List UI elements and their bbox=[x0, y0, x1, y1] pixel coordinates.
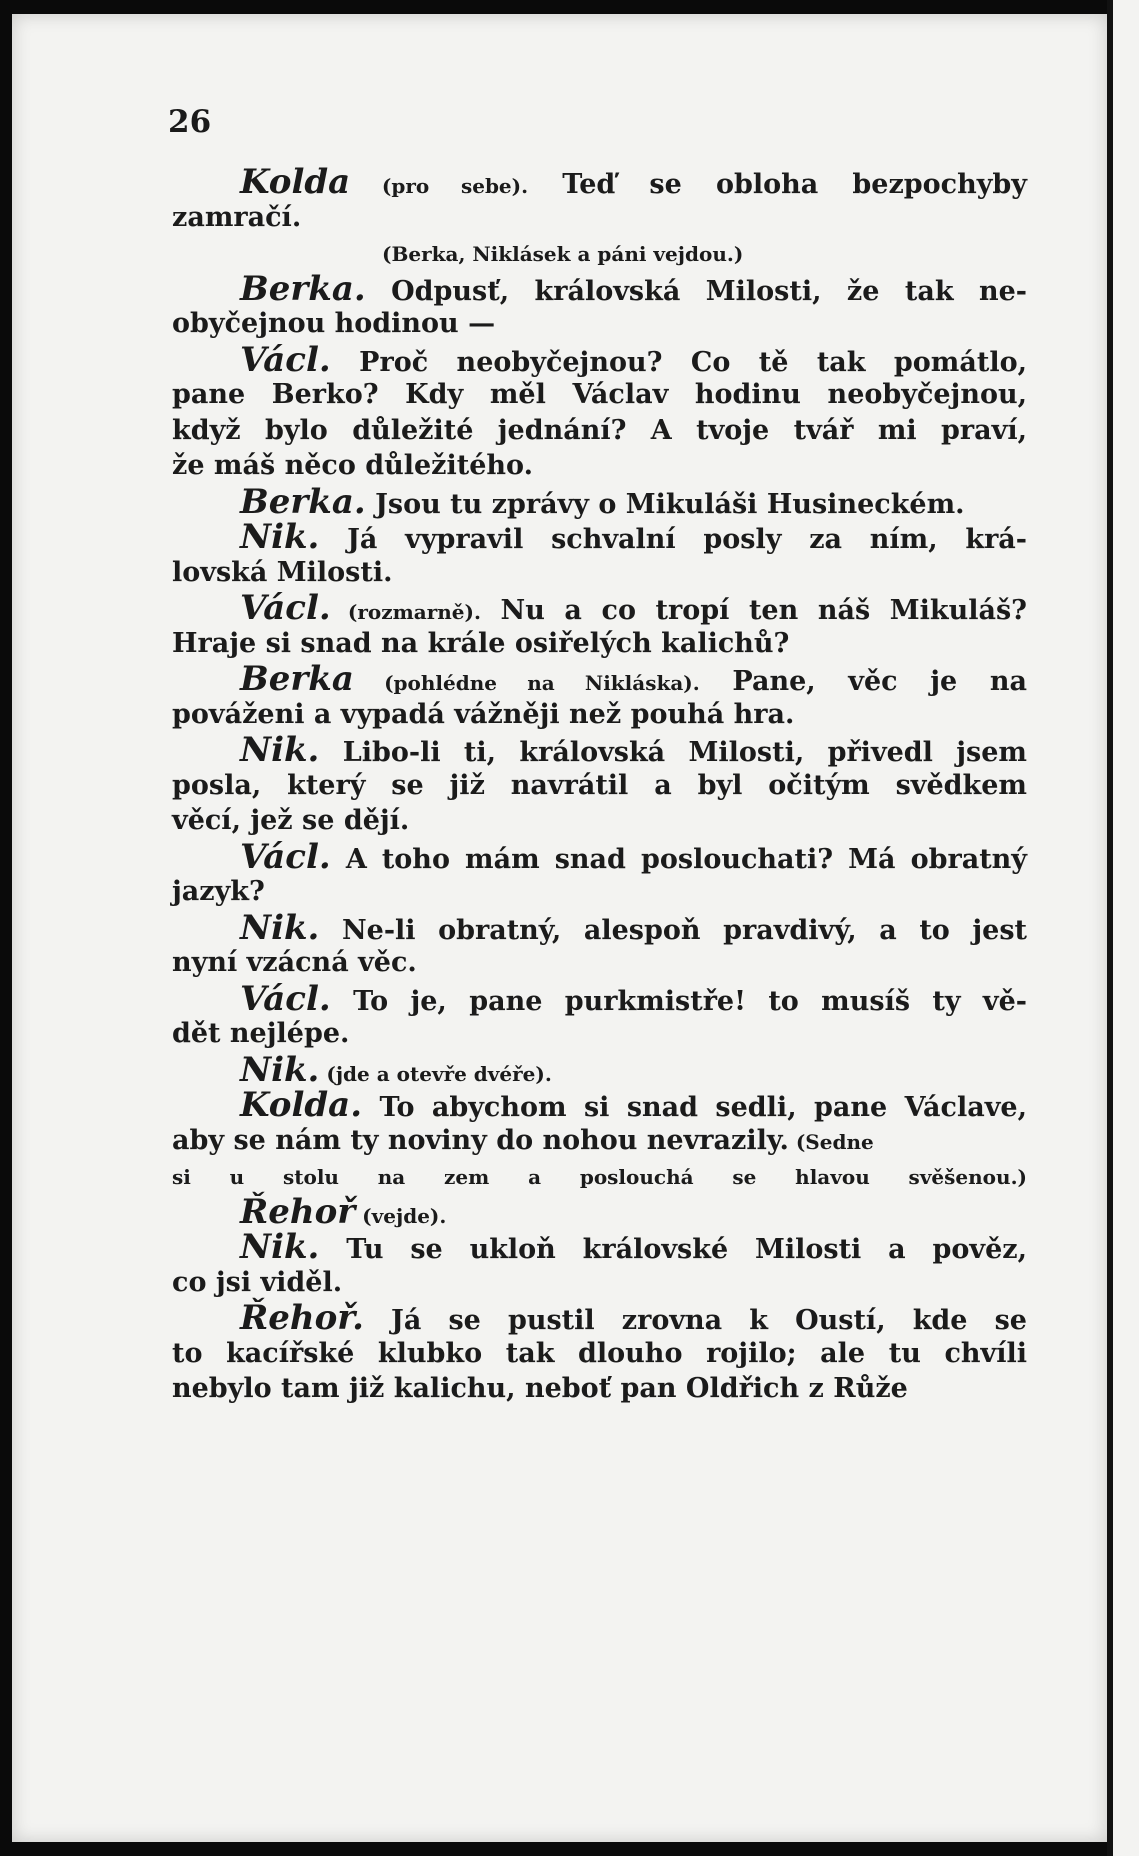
text-line bbox=[172, 1369, 1027, 1409]
speaker-name: Řehoř. bbox=[240, 1298, 364, 1338]
speaker-name: Václ. bbox=[240, 588, 331, 628]
dialogue-text: posla, který se již navrátil a byl očitým svědkem bbox=[172, 769, 1027, 801]
text-line bbox=[172, 624, 1027, 664]
text-line bbox=[172, 1050, 1027, 1090]
text-line bbox=[172, 411, 1027, 451]
stage-direction: (jde a otevře dvéře). bbox=[319, 1061, 552, 1086]
text-line bbox=[172, 695, 1027, 735]
dialogue-text: lovská Milosti. bbox=[172, 556, 393, 588]
text-line bbox=[172, 1263, 1027, 1303]
dialogue-text: Odpusť, královská Milosti, že tak ne- bbox=[365, 275, 1027, 307]
stage-direction: (rozmarně). bbox=[330, 600, 481, 624]
dialogue-text: Já vypravil schvalní posly za ním, krá- bbox=[319, 524, 1027, 555]
speaker-name: Řehoř bbox=[240, 1191, 356, 1232]
dialogue-text: To abychom si snad sedli, pane Václave, bbox=[362, 1092, 1027, 1123]
text-line bbox=[172, 837, 1027, 877]
speaker-name: Nik. bbox=[240, 730, 320, 770]
dialogue-text: že máš něco důležitého. bbox=[172, 450, 533, 481]
dialogue-text: věcí, jež se dějí. bbox=[172, 805, 410, 836]
text-line bbox=[172, 517, 1027, 557]
speaker-name: Nik. bbox=[240, 517, 320, 557]
text-line bbox=[172, 1192, 1027, 1232]
text-line bbox=[172, 1085, 1027, 1125]
page-number: 26 bbox=[168, 104, 212, 140]
text-line bbox=[172, 269, 1027, 309]
speaker-name: Berka. bbox=[240, 481, 366, 522]
text-line bbox=[172, 872, 1027, 912]
dialogue-text: Nu a co tropí ten náš Mikuláš? bbox=[480, 595, 1027, 626]
speaker-name: Kolda. bbox=[240, 1085, 363, 1125]
text-line bbox=[172, 1121, 1027, 1161]
dialogue-text: Tu se ukloň královské Milosti a pověz, bbox=[319, 1234, 1027, 1265]
dialogue-text: nebylo tam již kalichu, neboť pan Oldřich z Růže bbox=[172, 1373, 908, 1404]
speaker-name: Kolda bbox=[240, 162, 351, 202]
speaker-name: Nik. bbox=[240, 907, 320, 948]
text-line bbox=[172, 1156, 1027, 1196]
dialogue-text: co jsi viděl. bbox=[172, 1266, 343, 1298]
text-line bbox=[172, 979, 1027, 1019]
text-line bbox=[172, 340, 1027, 380]
text-line bbox=[172, 233, 1027, 273]
dialogue-text: obyčejnou hodinou — bbox=[172, 308, 496, 339]
dialogue-text: Proč neobyčejnou? Co tě tak pomátlo, bbox=[330, 346, 1027, 378]
dialogue-text: nyní vzácná věc. bbox=[172, 947, 417, 978]
text-line bbox=[172, 766, 1027, 806]
dialogue-text: A toho mám snad poslouchati? Má obratný bbox=[330, 843, 1027, 875]
text-line bbox=[172, 446, 1027, 486]
speaker-name: Nik. bbox=[240, 1227, 320, 1267]
text-line bbox=[172, 588, 1027, 628]
text-line bbox=[172, 908, 1027, 948]
speaker-name: Berka. bbox=[240, 268, 366, 309]
dialogue-text: pováženi a vypadá vážněji než pouhá hra. bbox=[172, 698, 795, 730]
speaker-name: Václ. bbox=[240, 836, 331, 877]
text-line bbox=[172, 1334, 1027, 1374]
page-edge bbox=[1107, 0, 1139, 1856]
dialogue-text: Pane, věc je na bbox=[699, 666, 1027, 697]
text-line bbox=[172, 1014, 1027, 1054]
dialogue-text: zamračí. bbox=[172, 201, 302, 233]
dialogue-text: pane Berko? Kdy měl Václav hodinu neobyčejnou, bbox=[172, 379, 1027, 410]
speaker-name: Nik. bbox=[240, 1049, 320, 1090]
text-line bbox=[172, 1298, 1027, 1338]
text-line bbox=[172, 553, 1027, 593]
stage-direction: (Sedne bbox=[788, 1129, 874, 1154]
dialogue-text: jazyk? bbox=[172, 876, 265, 907]
text-line bbox=[172, 162, 1027, 202]
dialogue-text: Hraje si snad na krále osiřelých kalichů? bbox=[172, 627, 790, 659]
dialogue-text: dět nejlépe. bbox=[172, 1018, 350, 1049]
text-line bbox=[172, 659, 1027, 699]
stage-direction: si u stolu na zem a poslouchá se hlavou svěšenou.) bbox=[172, 1165, 1027, 1189]
text-line bbox=[172, 730, 1027, 770]
text-line bbox=[172, 1227, 1027, 1267]
dialogue-text: Ne-li obratný, alespoň pravdivý, a to jest bbox=[319, 914, 1027, 946]
dialogue-text: Já se pustil zrovna k Oustí, kde se bbox=[363, 1305, 1027, 1336]
stage-direction: (Berka, Niklásek a páni vejdou.) bbox=[382, 242, 744, 266]
speaker-name: Berka bbox=[240, 659, 354, 699]
text-line bbox=[172, 801, 1027, 841]
dialogue-text: Libo-li ti, královská Milosti, přivedl jsem bbox=[319, 737, 1027, 768]
text-line bbox=[172, 482, 1027, 522]
speaker-name: Václ. bbox=[240, 978, 331, 1019]
dialogue-text: když bylo důležité jednání? A tvoje tvář mi praví, bbox=[172, 414, 1027, 446]
text-line bbox=[172, 375, 1027, 415]
text-line bbox=[172, 198, 1027, 238]
dialogue-text: to kacířské klubko tak dlouho rojilo; ale tu chvíli bbox=[172, 1337, 1027, 1369]
stage-direction: (pro sebe). bbox=[350, 174, 529, 198]
speaker-name: Václ. bbox=[240, 339, 331, 380]
text-line bbox=[172, 304, 1027, 344]
stage-direction: (vejde). bbox=[355, 1203, 447, 1228]
dialogue-text: Teď se obloha bezpochyby bbox=[528, 169, 1027, 200]
dialogue-text: Jsou tu zprávy o Mikuláši Husineckém. bbox=[365, 488, 965, 520]
dialogue-text: aby se nám ty noviny do nohou nevrazily. bbox=[172, 1124, 789, 1156]
stage-direction: (pohlédne na Nikláska). bbox=[353, 671, 700, 695]
text-line bbox=[172, 943, 1027, 983]
dialogue-text: To je, pane purkmistře! to musíš ty vě- bbox=[330, 985, 1027, 1017]
